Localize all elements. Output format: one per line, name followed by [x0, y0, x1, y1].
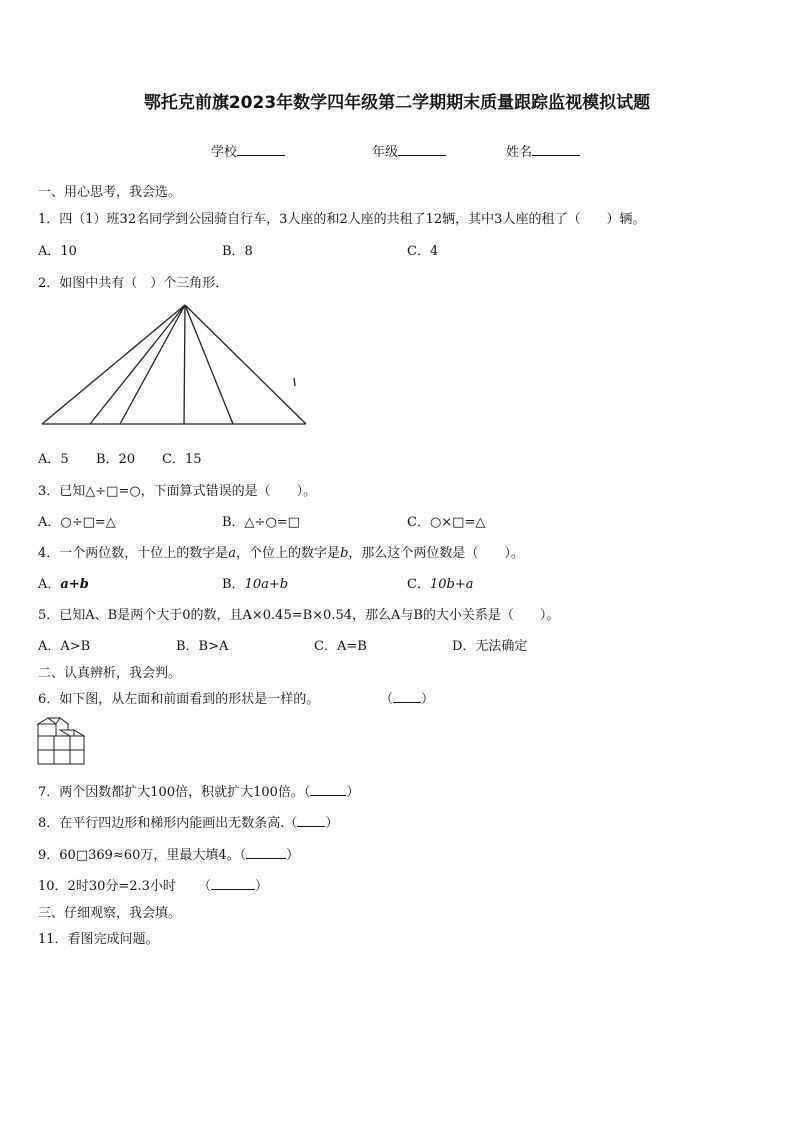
grade-label: 年级 [372, 145, 399, 160]
q8-paren-open: （ [284, 816, 298, 831]
q1-option-c[interactable]: C．4 [407, 244, 439, 259]
triangle-figure [36, 300, 316, 432]
question-4 [38, 542, 524, 561]
q10-paren-open: （ [197, 879, 211, 894]
q7-answer-blank[interactable] [310, 783, 346, 796]
q8-paren-close: ） [325, 816, 339, 831]
name-field [506, 141, 580, 160]
question-11: 11．看图完成问题。 [38, 932, 159, 947]
q4-option-c-expr: 10b+a [429, 577, 474, 592]
section-1-heading: 一、用心思考，我会选。 [38, 185, 182, 200]
triangle-ray-4 [185, 305, 233, 424]
q4-var-a: a [228, 546, 237, 561]
question-7 [38, 781, 359, 800]
grade-field [372, 141, 446, 160]
school-field [211, 141, 285, 160]
q9-paren-close: ） [286, 848, 300, 863]
q5-option-b[interactable]: B．B>A [176, 639, 229, 654]
triangle-mark [294, 378, 295, 386]
question-9 [38, 844, 299, 863]
q6-paren-open: （ [380, 692, 394, 707]
q6-answer-blank[interactable] [393, 690, 421, 703]
triangle-left-side [42, 305, 185, 424]
q1-option-a[interactable]: A．10 [38, 244, 77, 259]
q10-paren-close: ） [254, 879, 268, 894]
q4-text-prefix: 4．一个两位数，十位上的数字是 [38, 546, 229, 561]
q4-text-suffix: ，那么这个两位数是（ ）。 [348, 546, 524, 561]
q7-text: 7．两个因数都扩大100倍，积就扩大100倍。 [38, 785, 304, 800]
q4-option-c[interactable] [407, 573, 473, 592]
school-blank[interactable] [237, 143, 285, 156]
q2-option-a[interactable]: A．5 [38, 452, 69, 467]
q3-option-c[interactable]: C．○×□=△ [407, 515, 486, 530]
q10-answer-blank[interactable] [211, 877, 255, 890]
q4-option-c-label: C． [407, 577, 430, 592]
q5-option-d[interactable]: D．无法确定 [452, 639, 528, 654]
q7-paren-open: （ [303, 785, 311, 800]
q2-option-c[interactable]: C．15 [162, 452, 202, 467]
question-2: 2．如图中共有（ ）个三角形． [38, 276, 229, 291]
grade-blank[interactable] [398, 143, 446, 156]
q4-var-b: b [340, 546, 349, 561]
q5-option-c[interactable]: C．A=B [314, 639, 367, 654]
triangle-ray-1 [90, 305, 185, 424]
question-5: 5．已知A、B是两个大于0的数，且A×0.45=B×0.54，那么A与B的大小关系是（ ）。 [38, 608, 560, 623]
q6-paren-close: ） [421, 692, 435, 707]
q4-option-b-label: B． [222, 577, 245, 592]
cube-figure [36, 716, 90, 766]
school-label: 学校 [211, 145, 238, 160]
q9-answer-blank[interactable] [246, 846, 286, 859]
q4-text-mid: ，个位上的数字是 [236, 546, 341, 561]
name-blank[interactable] [532, 143, 580, 156]
q4-option-a[interactable] [38, 573, 89, 592]
question-10 [38, 875, 268, 894]
q4-option-a-label: A． [38, 577, 61, 592]
question-1: 1．四（1）班32名同学到公园骑自行车，3人座的和2人座的共租了12辆，其中3人座的租了（ ）辆。 [38, 212, 646, 227]
q4-option-b[interactable] [222, 573, 288, 592]
q5-option-a[interactable]: A．A>B [38, 639, 91, 654]
question-8 [38, 812, 338, 831]
triangle-ray-3 [184, 305, 185, 424]
q10-text: 10．2时30分=2.3小时 [38, 879, 176, 894]
q3-option-a[interactable]: A．○÷□=△ [38, 515, 116, 530]
name-label: 姓名 [506, 145, 533, 160]
section-3-heading: 三、仔细观察，我会填。 [38, 906, 182, 921]
triangle-right-side [185, 305, 306, 424]
q8-answer-blank[interactable] [297, 814, 325, 827]
q1-option-b[interactable]: B．8 [222, 244, 253, 259]
q7-paren-close: ） [346, 785, 360, 800]
q9-paren-open: （ [239, 848, 247, 863]
page-title: 鄂托克前旗2023年数学四年级第二学期期末质量跟踪监视模拟试题 [143, 93, 651, 113]
triangle-ray-2 [120, 305, 185, 424]
q4-option-a-expr: a+b [60, 577, 89, 592]
section-2-heading: 二、认真辨析，我会判。 [38, 666, 182, 681]
q9-text: 9．60□369≈60万，里最大填4。 [38, 848, 240, 863]
question-6: 6．如下图，从左面和前面看到的形状是一样的。 [38, 692, 320, 707]
q6-answer[interactable] [380, 688, 434, 707]
q8-text: 8．在平行四边形和梯形内能画出无数条高. [38, 816, 285, 831]
q3-option-b[interactable]: B．△÷○=□ [222, 515, 300, 530]
question-3: 3．已知△÷□=○，下面算式错误的是（ ）。 [38, 484, 317, 499]
q4-option-b-expr: 10a+b [244, 577, 289, 592]
q2-option-b[interactable]: B．20 [96, 452, 136, 467]
